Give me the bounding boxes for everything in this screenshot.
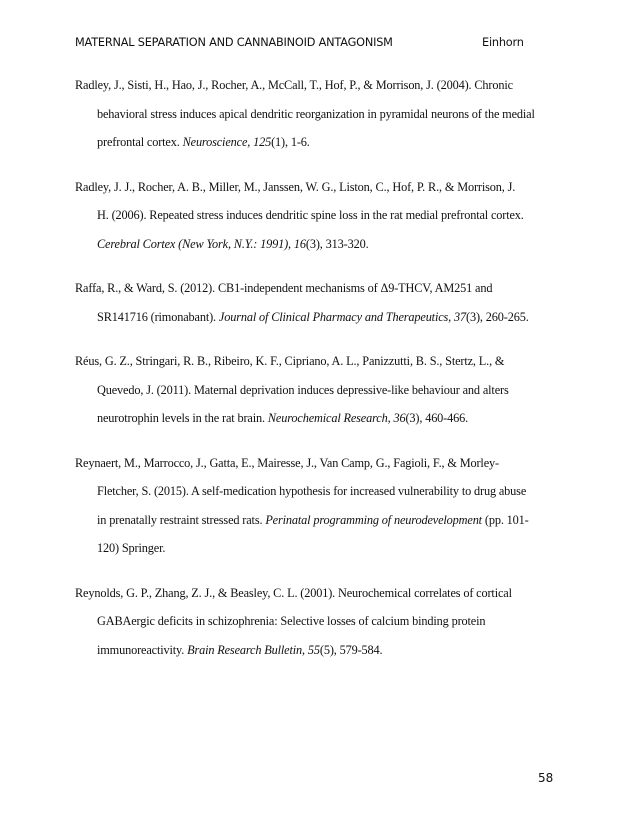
reference-text: Radley, J., Sisti, H., Hao, J., Rocher, A., McCall, T., Hof, P., & Morrison, J. (2004). Chronic xyxy=(75,78,513,92)
reference-entry xyxy=(75,347,567,433)
reference-text: immunoreactivity. xyxy=(97,642,188,657)
reference-text: Reynaert, M., Marrocco, J., Gatta, E., Mairesse, J., Van Camp, G., Fagioli, F., & Morley- xyxy=(75,455,499,470)
reference-source-italic: Perinatal programming of neurodevelopment xyxy=(265,512,482,527)
reference-source-italic: Brain Research Bulletin, 55 xyxy=(187,642,320,657)
reference-line xyxy=(75,303,567,332)
reference-line xyxy=(75,477,567,506)
reference-line xyxy=(75,579,567,608)
reference-source-italic: Neuroscience, 125 xyxy=(182,135,272,149)
reference-entry xyxy=(75,274,567,331)
reference-entry xyxy=(75,449,567,563)
reference-text: H. (2006). Repeated stress induces dendritic spine loss in the rat medial prefrontal cortex. xyxy=(97,208,524,222)
reference-source-italic: Cerebral Cortex (New York, N.Y.: 1991), 16 xyxy=(97,236,306,251)
reference-entry xyxy=(75,579,567,665)
reference-text: Réus, G. Z., Stringari, R. B., Ribeiro, K. F., Cipriano, A. L., Panizzutti, B. S., Stertz, L., & xyxy=(75,354,505,368)
reference-text: GABAergic deficits in schizophrenia: Selective losses of calcium binding protein xyxy=(97,614,486,628)
reference-text: neurotrophin levels in the rat brain. xyxy=(97,411,268,425)
reference-line xyxy=(75,376,567,405)
reference-text: (3), 260-265. xyxy=(466,309,529,324)
reference-line xyxy=(75,100,567,129)
reference-entry xyxy=(75,173,567,259)
reference-line xyxy=(75,173,567,202)
reference-entry xyxy=(75,71,567,157)
reference-text: (pp. 101- xyxy=(481,512,529,527)
reference-line xyxy=(75,201,567,230)
reference-text: Reynolds, G. P., Zhang, Z. J., & Beasley, C. L. (2001). Neurochemical correlates of cortical xyxy=(75,585,512,600)
reference-line xyxy=(75,71,567,100)
reference-text: SR141716 (rimonabant). xyxy=(97,309,219,324)
reference-text: (3), 313-320. xyxy=(305,236,369,251)
reference-text: behavioral stress induces apical dendritic reorganization in pyramidal neurons of the medial xyxy=(97,106,535,121)
reference-line xyxy=(75,128,567,157)
reference-line xyxy=(75,274,567,303)
reference-text: Fletcher, S. (2015). A self-medication hypothesis for increased vulnerability to drug abuse xyxy=(97,484,527,498)
reference-text: (5), 579-584. xyxy=(319,642,383,657)
reference-text: Raffa, R., & Ward, S. (2012). CB1-independent mechanisms of Δ9-THCV, AM251 and xyxy=(75,281,493,295)
reference-source-italic: Neurochemical Research, 36 xyxy=(267,411,406,425)
reference-line xyxy=(75,607,567,636)
reference-line xyxy=(75,636,567,665)
page-number: 58 xyxy=(538,771,554,785)
reference-text: (1), 1-6. xyxy=(271,135,310,149)
reference-text: 120) Springer. xyxy=(97,541,166,555)
reference-line xyxy=(75,347,567,376)
running-title: MATERNAL SEPARATION AND CANNABINOID ANTAGONISM xyxy=(75,36,393,49)
reference-text: in prenatally restraint stressed rats. xyxy=(97,512,266,527)
reference-list xyxy=(75,71,567,680)
header-author: Einhorn xyxy=(482,36,524,49)
reference-source-italic: Journal of Clinical Pharmacy and Therapeutics, 37 xyxy=(218,309,467,324)
reference-text: Quevedo, J. (2011). Maternal deprivation induces depressive-like behaviour and alters xyxy=(97,382,509,397)
reference-text: Radley, J. J., Rocher, A. B., Miller, M., Janssen, W. G., Liston, C., Hof, P. R., & Morrison, J. xyxy=(75,179,516,194)
reference-line xyxy=(75,449,567,478)
reference-line xyxy=(75,404,567,433)
reference-text: (3), 460-466. xyxy=(405,411,469,425)
reference-line xyxy=(75,230,567,259)
reference-text: prefrontal cortex. xyxy=(97,135,183,149)
reference-line xyxy=(75,534,567,563)
reference-line xyxy=(75,506,567,535)
